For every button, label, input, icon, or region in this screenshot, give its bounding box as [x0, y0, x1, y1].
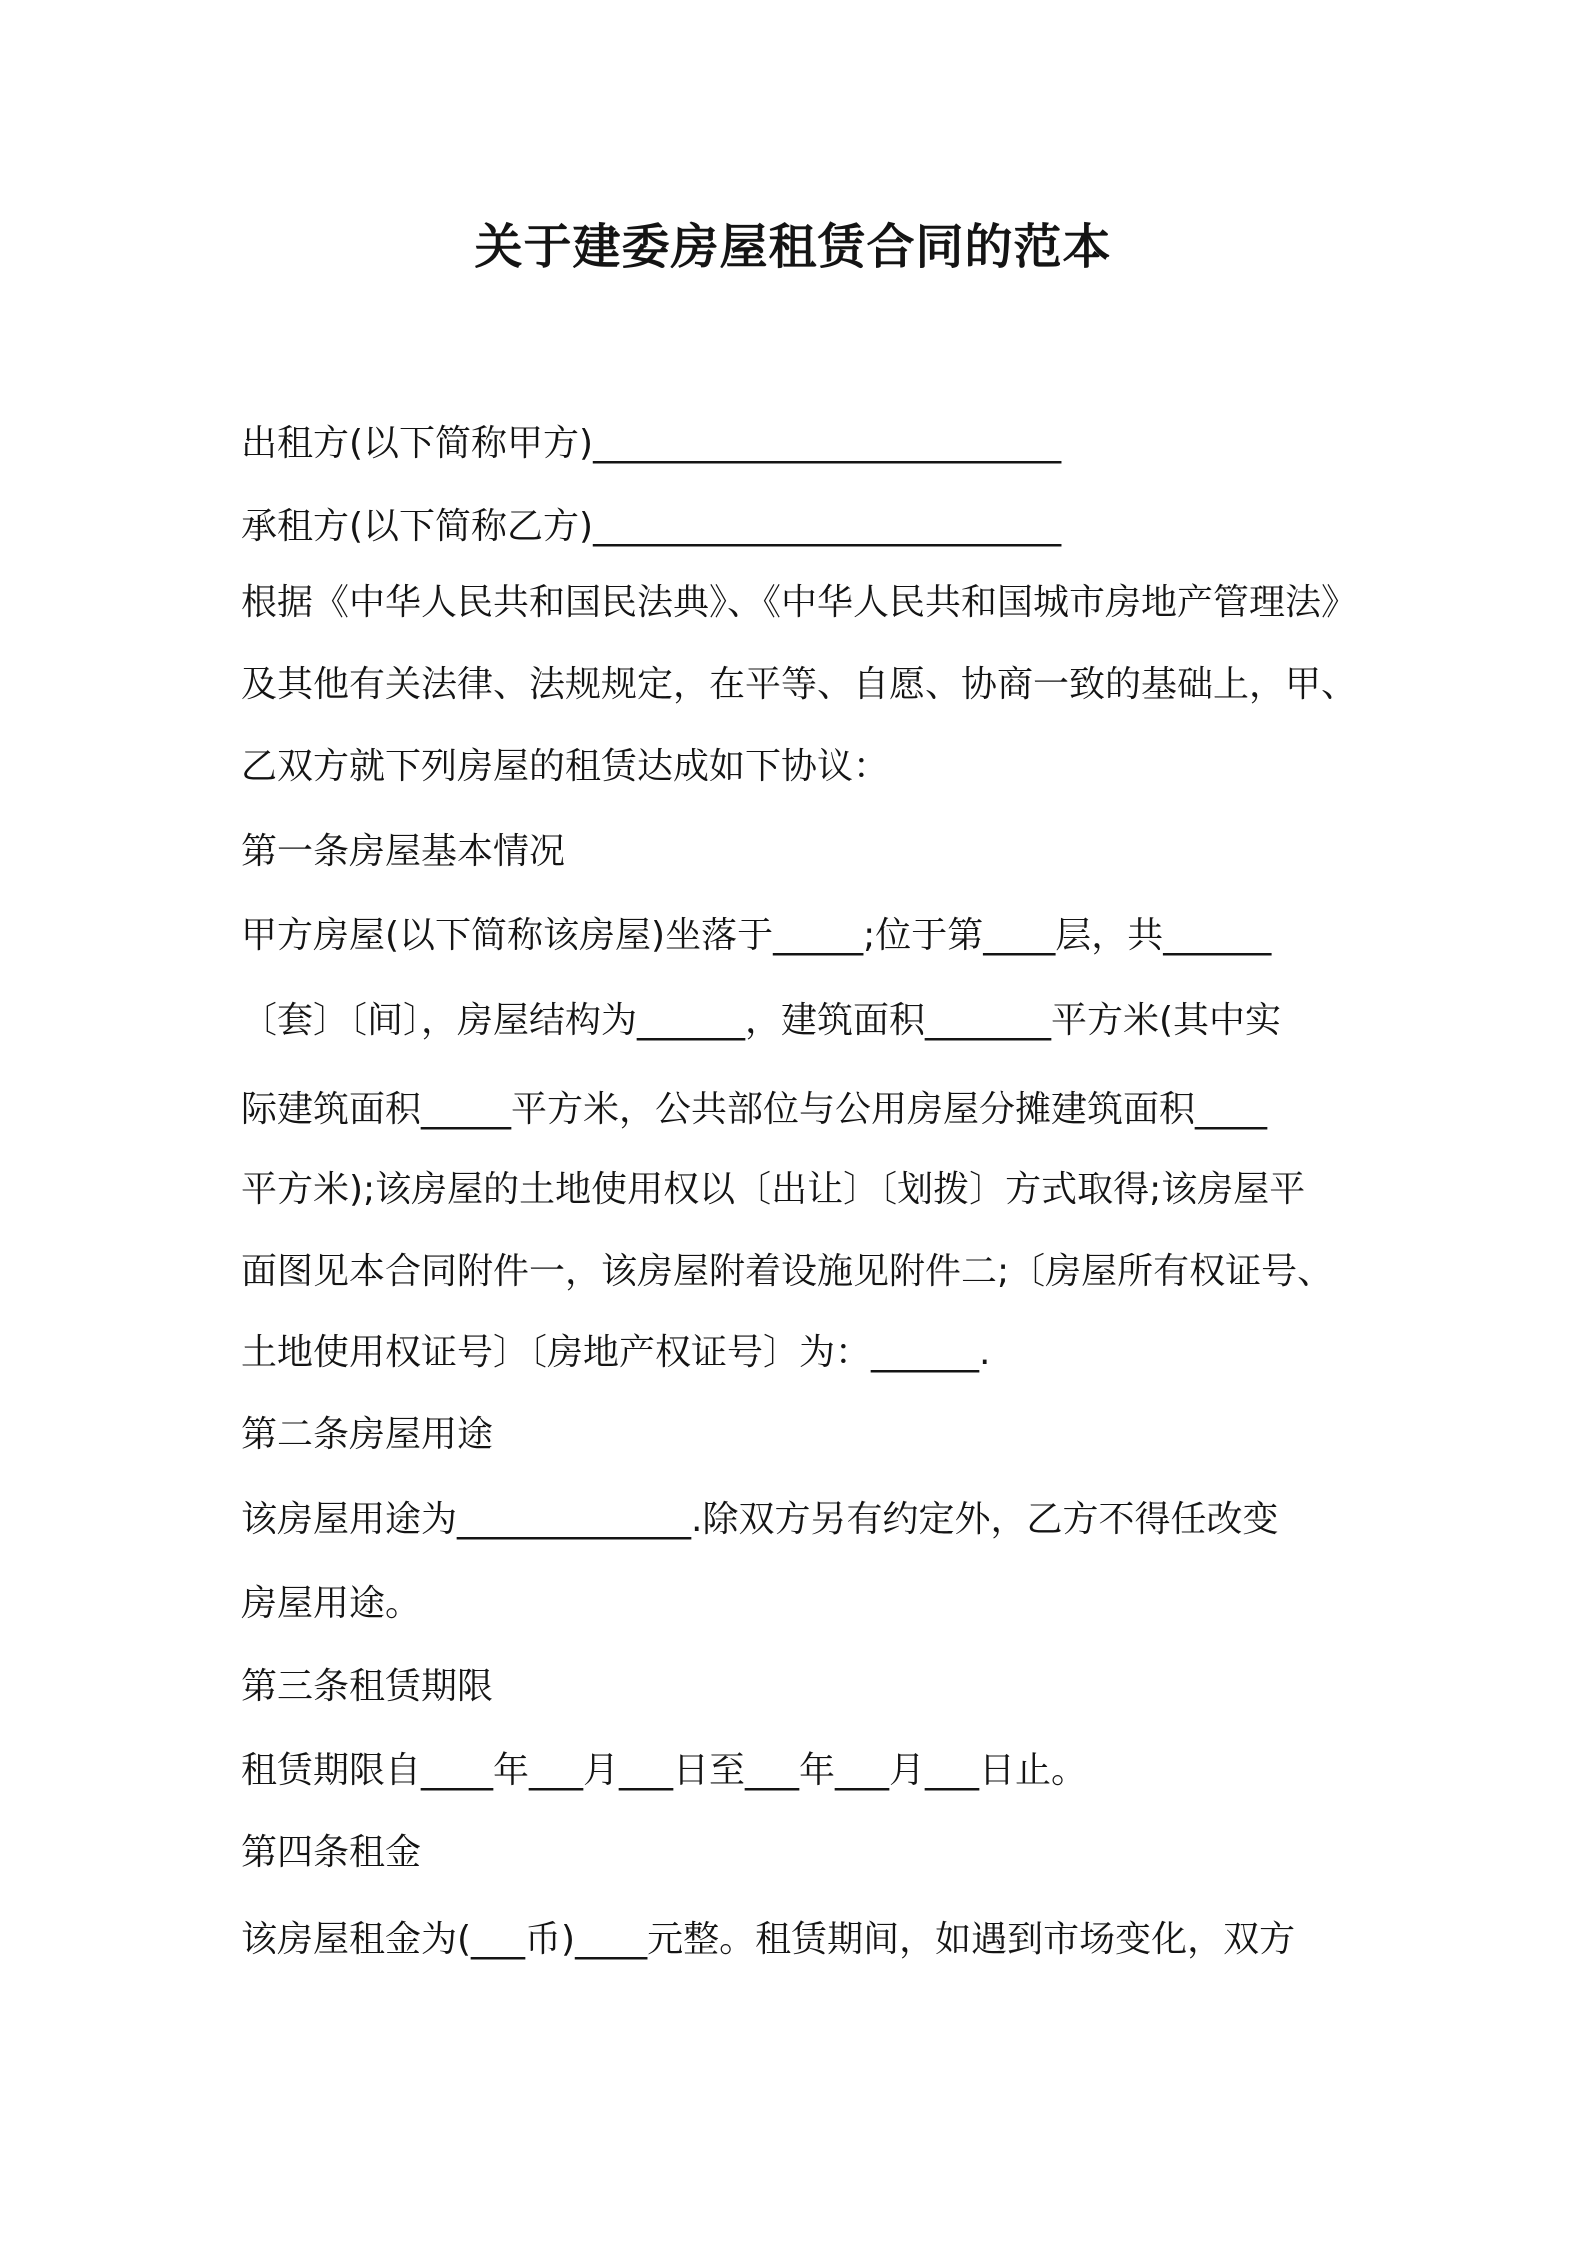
- article-1-text-3: 际建筑面积_____平方米，公共部位与公用房屋分摊建筑面积____: [241, 1089, 1268, 1130]
- document-title: 关于建委房屋租赁合同的范本: [474, 219, 1112, 275]
- article-3-heading: 第三条租赁期限: [241, 1666, 494, 1707]
- article-1-text-1: 甲方房屋(以下简称该房屋)坐落于_____;位于第____层，共______: [241, 915, 1272, 956]
- article-2-heading: 第二条房屋用途: [241, 1414, 494, 1455]
- article-2-text-1: 该房屋用途为_____________.除双方另有约定外，乙方不得任改变: [241, 1499, 1279, 1540]
- article-3-text: 租赁期限自____年___月___日至___年___月___日止。: [241, 1750, 1088, 1791]
- lessor-line: 出租方(以下简称甲方)__________________________: [241, 423, 1062, 464]
- article-1-text-6: 土地使用权证号〕〔房地产权证号〕为：______.: [241, 1332, 991, 1373]
- preamble-line-1: 根据《中华人民共和国民法典》、《中华人民共和国城市房地产管理法》: [241, 582, 1358, 623]
- article-1-text-5: 面图见本合同附件一，该房屋附着设施见附件二;〔房屋所有权证号、: [241, 1251, 1334, 1292]
- article-1-text-4: 平方米);该房屋的土地使用权以〔出让〕〔划拨〕方式取得;该房屋平: [241, 1169, 1306, 1210]
- preamble-line-3: 乙双方就下列房屋的租赁达成如下协议：: [241, 746, 890, 787]
- preamble-line-2: 及其他有关法律、法规规定，在平等、自愿、协商一致的基础上，甲、: [241, 664, 1358, 705]
- article-4-text: 该房屋租金为(___币)____元整。租赁期间，如遇到市场变化，双方: [241, 1919, 1296, 1960]
- article-1-heading: 第一条房屋基本情况: [241, 831, 566, 872]
- article-1-text-2: 〔套〕〔间〕，房屋结构为______，建筑面积_______平方米(其中实: [241, 1000, 1282, 1041]
- lessee-line: 承租方(以下简称乙方)__________________________: [241, 506, 1062, 547]
- article-2-text-2: 房屋用途。: [241, 1583, 422, 1624]
- article-4-heading: 第四条租金: [241, 1832, 422, 1873]
